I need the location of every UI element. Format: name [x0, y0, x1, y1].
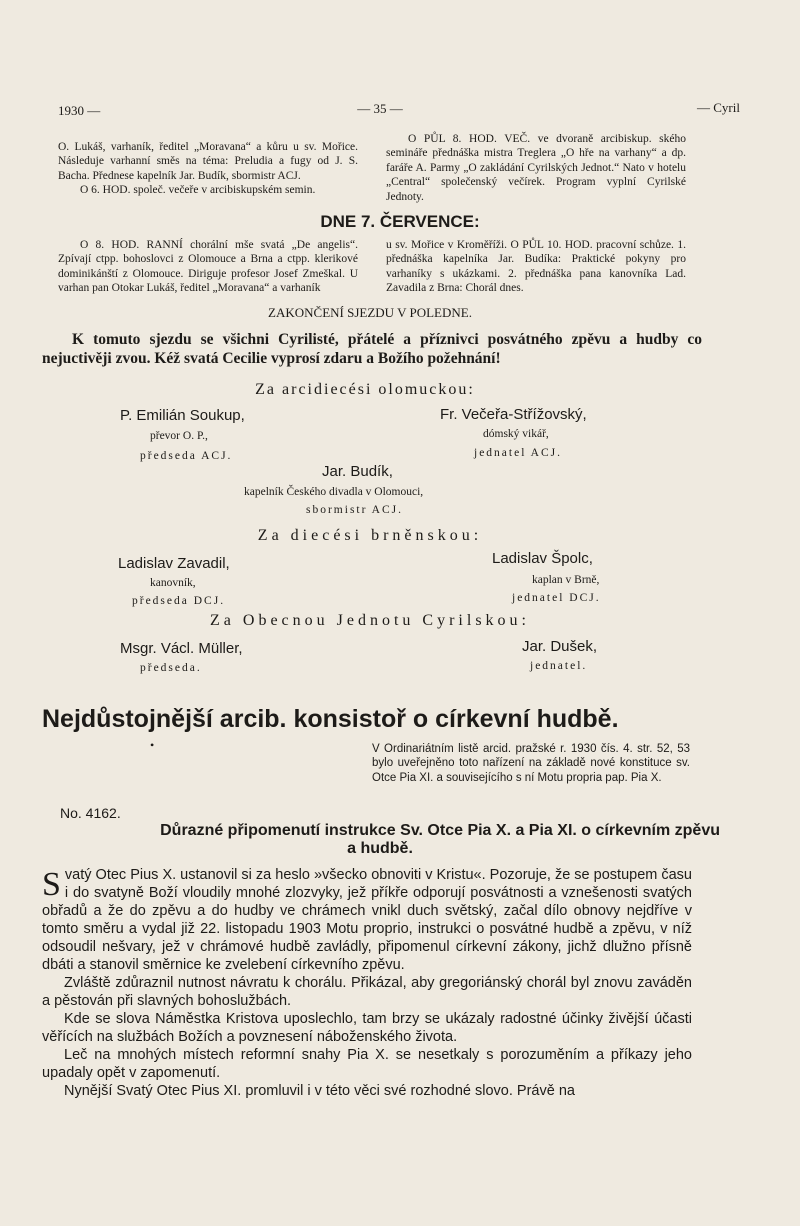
document-number: No. 4162. — [60, 805, 121, 821]
article-title: Nejdůstojnější arcib. konsistoř o církevní hudbě. — [42, 705, 619, 733]
program-dinner-text: O 6. HOD. společ. večeře v arcibiskupském semin. — [80, 184, 316, 197]
header-title-wrap — [610, 100, 740, 116]
article-source-note: V Ordinariátním listě arcid. pražské r. 1930 čís. 4. str. 52, 53 bylo uveřejněno toto nařízení na základě nové konstituce sv. Otce Pia XI. a souvisejícího s ní Motu propria pap. Pia X. — [372, 743, 690, 784]
article-subtitle-line1: Důrazné připomenutí instrukce Sv. Otce Pia X. a Pia XI. o církevním zpěvu — [160, 822, 720, 839]
signatory-budik-office: sbormistr ACJ. — [306, 504, 404, 516]
signatory-soukup-name: P. Emilián Soukup, — [120, 407, 245, 424]
signatory-spolc-role: kaplan v Brně, — [532, 574, 600, 586]
program-right-bottom-text: u sv. Mořice v Kroměříži. O PŮL 10. HOD. pracovní schůze. 1. přednáška kapelníka Jar. Budíka: Praktické pokyny pro varhaníky s ukázkami. 2. přednáška pana kanovníka Lad. Zavadila z Brna: Chorál dnes. — [386, 239, 686, 295]
signatory-budik-role: kapelník Českého divadla v Olomouci, — [244, 486, 424, 498]
signatory-budik-name: Jar. Budík, — [322, 463, 393, 480]
signatory-spolc-name: Ladislav Špolc, — [492, 550, 593, 567]
signatory-soukup-office: předseda ACJ. — [140, 450, 233, 462]
article-subtitle-line2: a hudbě. — [347, 840, 413, 857]
signatory-spolc-office: jednatel DCJ. — [512, 592, 601, 604]
drop-cap-letter: S — [42, 866, 61, 903]
closing-note: ZAKONČENÍ SJEZDU V POLEDNE. — [268, 305, 472, 320]
signatory-zavadil-office: předseda DCJ. — [132, 595, 226, 607]
program-left-top — [58, 140, 358, 198]
program-left-bottom-text: O 8. HOD. RANNÍ chorální mše svatá „De angelis“. Zpívají ctpp. bohoslovci z Olomouce a Brna a ctpp. klerikové dominikánští z Olomouce. Diriguje profesor Josef Zmeškal. U varhan pan Otokar Lukáš, ředitel „Moravana“ a varhaník — [58, 239, 358, 295]
brno-heading: Za diecési brněnskou: — [257, 527, 483, 544]
olomouc-heading: Za arcidiecési olomuckou: — [255, 381, 475, 398]
article-paragraph-3: Kde se slova Náměstka Kristova uposlechlo, tam brzy se ukázaly radostné účinky živější účasti věřících na službách Božích a povznesení náboženského života. — [42, 1011, 692, 1045]
signatory-dusek-name: Jar. Dušek, — [522, 638, 598, 655]
signatory-muller-name: Msgr. Václ. Müller, — [120, 640, 243, 657]
program-left-top-text: O. Lukáš, varhaník, ředitel „Moravana“ a kůru u sv. Mořice. Následuje varhanní směs na téma: Preludia a fugy od J. S. Bacha. Přednese kapelník Jar. Budík, sbormistr ACJ. — [58, 141, 358, 182]
page-number: — 35 — — [357, 101, 403, 116]
signatory-vecera-role: dómský vikář, — [483, 428, 549, 440]
article-paragraph-5: Nynější Svatý Otec Pius XI. promluvil i v této věci své rozhodné slovo. Právě na — [64, 1083, 575, 1099]
article-body — [42, 866, 692, 1100]
program-right-bottom — [386, 238, 686, 296]
invitation-text: K tomuto sjezdu se všichni Cyrilisté, přátelé a příznivci posvátného zpěvu a hudby co nejuctivěji zvou. Kéž svatá Cecilie vyprosí zdaru a Božího požehnání! — [42, 331, 702, 367]
signatory-vecera-office: jednatel ACJ. — [474, 447, 562, 459]
program-left-bottom — [58, 238, 358, 296]
signatory-soukup-role: převor O. P., — [150, 430, 208, 442]
header-journal-title: — Cyril — [697, 100, 740, 115]
header-page-number — [300, 101, 460, 117]
signatory-vecera-name: Fr. Večeřa-Střížovský, — [440, 406, 587, 423]
article-paragraph-2: Zvláště zdůraznil nutnost návratu k chorálu. Přikázal, aby gregoriánský chorál byl znovu zaváděn a pěstován při slavných bohoslužbách. — [42, 975, 692, 1009]
day-heading: DNE 7. ČERVENCE: — [320, 212, 480, 231]
signatory-muller-role: předseda. — [140, 662, 202, 674]
program-right-top-text: O PŮL 8. HOD. VEČ. ve dvoraně arcibiskup. ského semináře přednáška mistra Treglera „O hře na varhany“ a dp. faráře A. Parmy „O zakládání Cyrilských Jednot.“ Nato v hotelu „Central“ společenský večírek. Program vyplní Cyrilské Jednoty. — [386, 133, 686, 203]
signatory-zavadil-name: Ladislav Zavadil, — [118, 555, 230, 572]
article-paragraph-4: Leč na mnohých místech reformní snahy Pia X. se nesetkaly s porozuměním a příkazy jeho upadaly opět v zapomenutí. — [42, 1047, 692, 1081]
signatory-dusek-role: jednatel. — [530, 660, 588, 672]
signatory-zavadil-role: kanovník, — [150, 577, 196, 589]
program-right-top — [386, 132, 686, 204]
general-heading: Za Obecnou Jednotu Cyrilskou: — [210, 612, 530, 629]
header-year: 1930 — — [58, 103, 101, 118]
article-paragraph-1: vatý Otec Pius X. ustanovil si za heslo »všecko obnoviti v Kristu«. Pozoruje, že se postupem času i do svatyně Boží vloudily mnohé zlozvyky, jež příkře odporují posvátnosti a vznešenosti svatých obřadů a že do zpěvu a do hudby ve chrámech vnikl duch světský, začal dílo obnovy nejdříve v tomto směru a vydal již 22. listopadu 1903 Motu proprio, instrukci o posvátné hudbě a zpěvu, v níž odsoudil nešvary, jež v chrámové hudbě zavládly, připomenul církevní zákony, jichž dlužno přísně dbáti a stanovil směrnice ke zvelebení církevního zpěvu. — [42, 867, 692, 973]
bullet-mark: • — [150, 738, 155, 752]
